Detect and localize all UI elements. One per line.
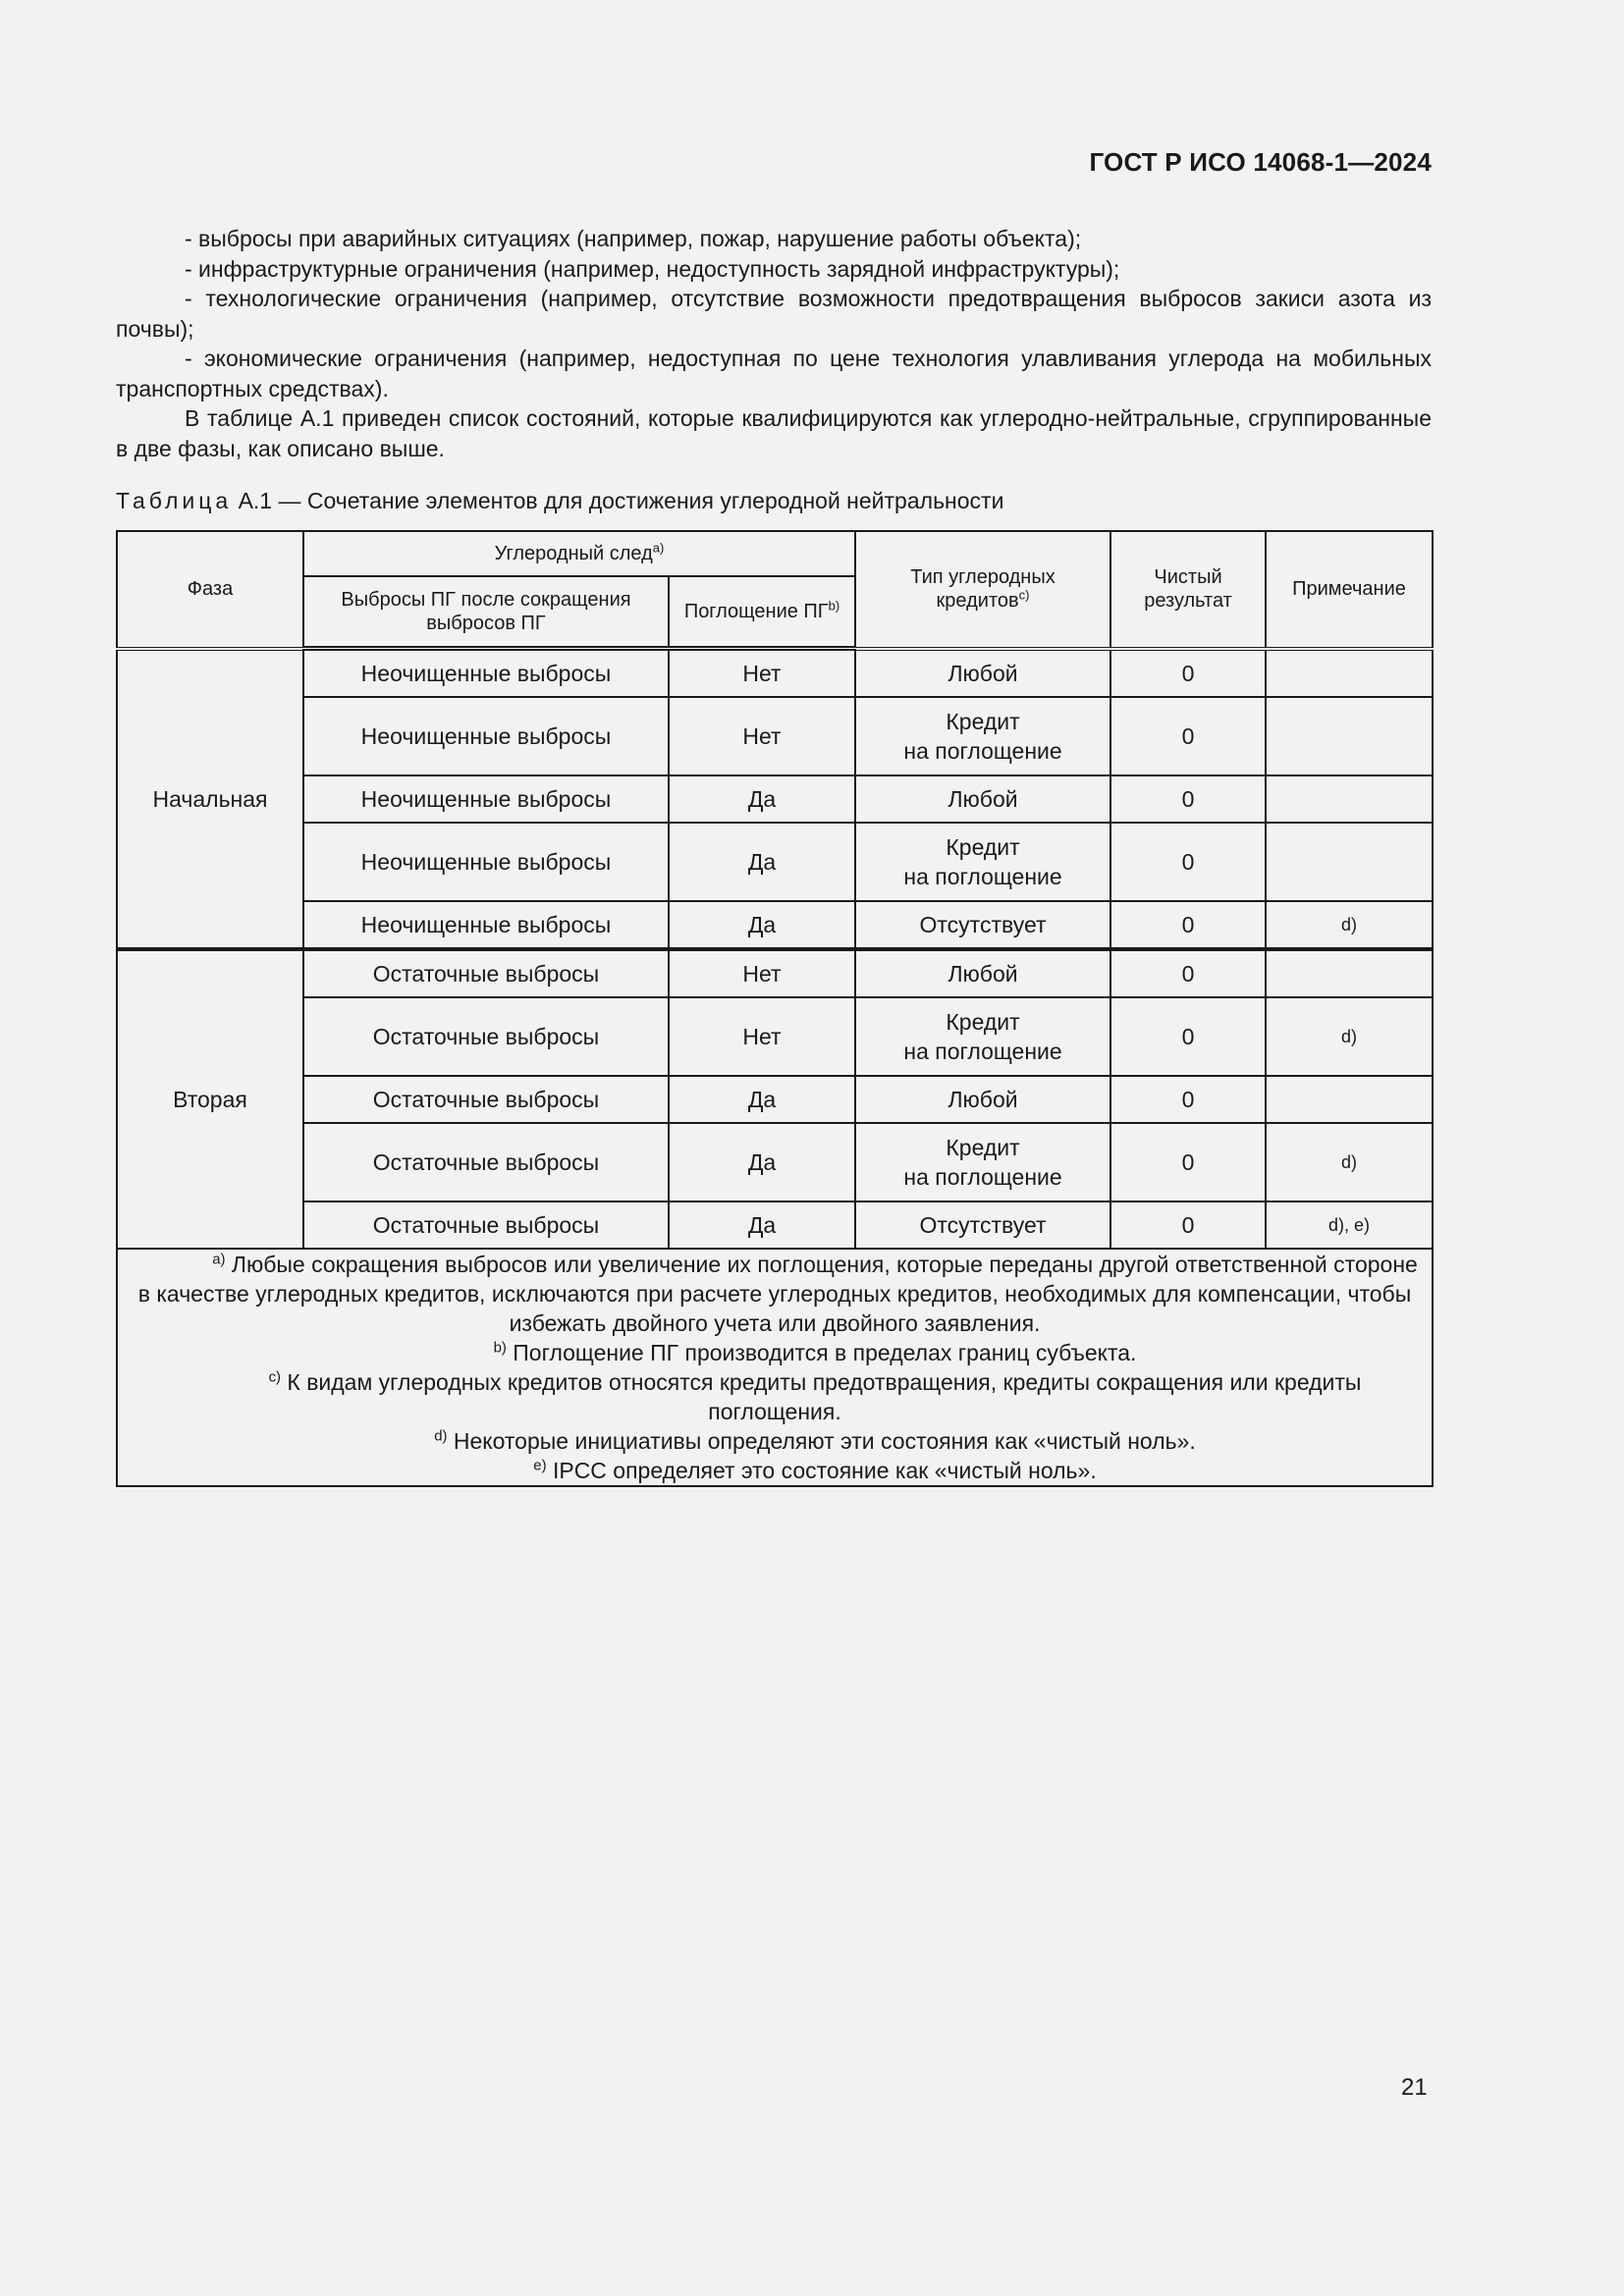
header-net: Чистый результат [1110,531,1266,649]
table-caption [116,488,1003,514]
table-cell: Остаточные выбросы [303,949,669,997]
table-caption-prefix: Таблица [116,488,233,513]
table-cell: Кредит на поглощение [855,997,1110,1076]
table-cell: Любой [855,649,1110,698]
table-cell: Да [669,901,855,949]
header-note: Примечание [1266,531,1433,649]
table-cell [1266,697,1433,775]
footnote: $^{c)}$ К видам углеродных кредитов относятся кредиты предотвращения, кредиты сокращения или кредиты поглощения. [268,1368,1362,1424]
table-row [117,997,1433,1076]
table-cell: 0 [1110,1201,1266,1249]
table-cell [1266,823,1433,901]
table-cell [1266,649,1433,698]
footnotes [117,1249,1433,1486]
table-caption-text: А.1 — Сочетание элементов для достижения углеродной нейтральности [238,488,1004,513]
table-cell: 0 [1110,697,1266,775]
table-row [117,1076,1433,1123]
table-cell: Да [669,823,855,901]
table-cell: 0 [1110,649,1266,698]
header-emissions: Выбросы ПГ после сокращения выбросов ПГ [303,576,669,649]
table-cell [1266,775,1433,823]
table-cell: Отсутствует [855,901,1110,949]
table-row [117,649,1433,698]
table-cell: Кредит на поглощение [855,1123,1110,1201]
table-cell: Неочищенные выбросы [303,901,669,949]
list-item: - инфраструктурные ограничения (например, недоступность зарядной инфраструктуры); [185,255,1120,282]
footnote: $^{e)}$ IPCC определяет это состояние как «чистый ноль». [533,1457,1097,1483]
header-credit-type: Тип углеродных кредитов$^{c)}$ [855,531,1110,649]
list-item: - экономические ограничения (например, недоступная по цене технология улавливания углерода на мобильных транспортных средствах). [116,346,1432,401]
table-row [117,901,1433,949]
table-cell: 0 [1110,949,1266,997]
table-row [117,697,1433,775]
table-cell: 0 [1110,901,1266,949]
phase-cell: Начальная [117,649,303,950]
table-cell: Нет [669,649,855,698]
header-removal: Поглощение ПГ$^{b)}$ [669,576,855,649]
page-number: 21 [1401,2074,1428,2101]
table-row [117,1201,1433,1249]
table-cell: Остаточные выбросы [303,997,669,1076]
table-cell: Отсутствует [855,1201,1110,1249]
header-phase: Фаза [117,531,303,649]
table-cell [1266,1076,1433,1123]
table-cell: Любой [855,775,1110,823]
table-cell: Неочищенные выбросы [303,775,669,823]
table-cell: Любой [855,1076,1110,1123]
table-cell: 0 [1110,823,1266,901]
footnote: $^{a)}$ Любые сокращения выбросов или увеличение их поглощения, которые переданы другой ответственной стороне в качестве углеродных кредитов, исключаются при расчете углеродных кредитов, необходимых для компенсации, чтобы избежать двойного учета или двойного заявления. [137,1251,1418,1336]
table-cell: Да [669,1076,855,1123]
table-cell: Да [669,775,855,823]
table-cell: d) [1266,901,1433,949]
table-cell: Остаточные выбросы [303,1201,669,1249]
phase-cell: Вторая [117,949,303,1249]
table-row [117,775,1433,823]
table-cell: Остаточные выбросы [303,1123,669,1201]
table-cell: d) [1266,1123,1433,1201]
document-code: ГОСТ Р ИСО 14068-1—2024 [1089,147,1432,177]
table-row [117,1123,1433,1201]
table-cell: Любой [855,949,1110,997]
footnote: $^{d)}$ Некоторые инициативы определяют эти состояния как «чистый ноль». [434,1427,1196,1454]
table-cell: 0 [1110,775,1266,823]
table-cell: d) [1266,997,1433,1076]
table-row [117,949,1433,997]
table-cell: Да [669,1123,855,1201]
table-cell: d), e) [1266,1201,1433,1249]
list-item: - выбросы при аварийных ситуациях (например, пожар, нарушение работы объекта); [185,226,1082,251]
table-cell: Да [669,1201,855,1249]
table-cell: Кредит на поглощение [855,697,1110,775]
table-row [117,823,1433,901]
table-cell: Неочищенные выбросы [303,649,669,698]
paragraph: В таблице А.1 приведен список состояний, которые квалифицируются как углеродно-нейтральные, сгруппированные в две фазы, как описано выше. [116,405,1432,461]
footnotes-row [117,1249,1433,1486]
table-cell: 0 [1110,997,1266,1076]
table-cell: Остаточные выбросы [303,1076,669,1123]
table-cell: Нет [669,949,855,997]
table-cell: Нет [669,997,855,1076]
table-cell: Неочищенные выбросы [303,697,669,775]
table-cell: Нет [669,697,855,775]
table-cell: 0 [1110,1123,1266,1201]
table-cell: Неочищенные выбросы [303,823,669,901]
body-text [116,224,1432,463]
list-item: - технологические ограничения (например, отсутствие возможности предотвращения выбросов закиси азота из почвы); [116,286,1432,342]
table-cell [1266,949,1433,997]
table-cell: 0 [1110,1076,1266,1123]
table-cell: Кредит на поглощение [855,823,1110,901]
header-footprint: Углеродный след$^{a)}$ [303,531,855,576]
footnote: $^{b)}$ Поглощение ПГ производится в пределах границ субъекта. [493,1339,1137,1365]
data-table [116,530,1434,1487]
